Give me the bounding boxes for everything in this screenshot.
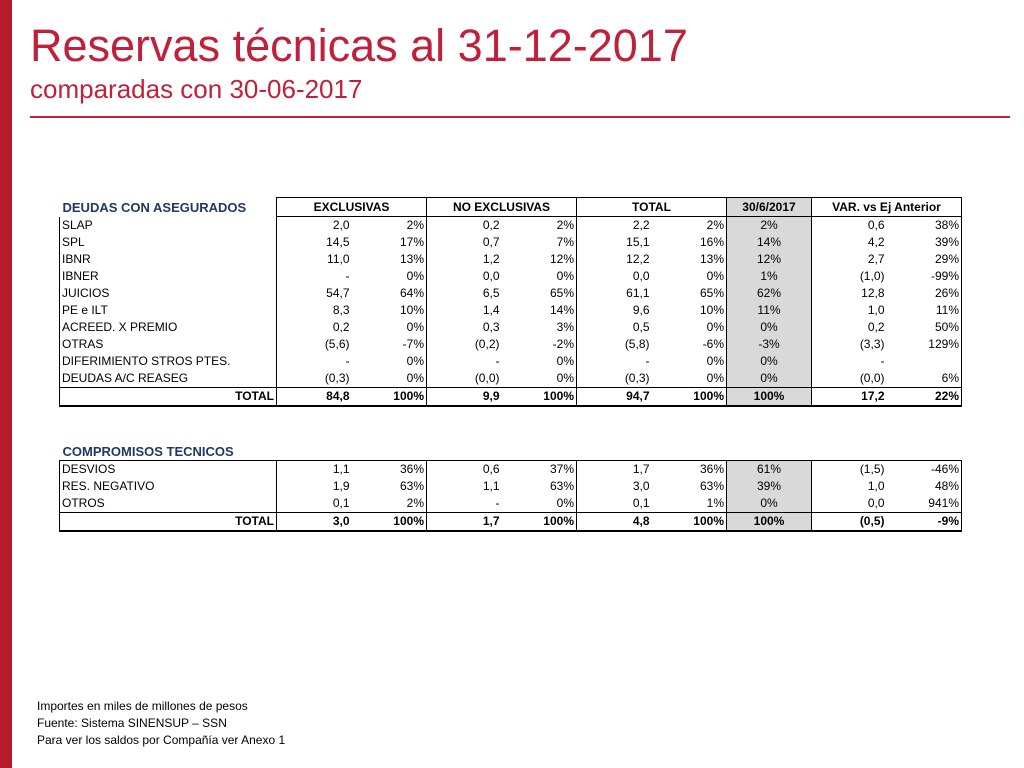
variation-pct: 48% xyxy=(887,478,962,495)
prior-period-pct: 100% xyxy=(727,513,812,532)
title-divider xyxy=(30,116,1010,118)
header-exclusivas: EXCLUSIVAS xyxy=(277,198,427,217)
no-exclusivas-value: 0,7 xyxy=(482,235,500,249)
footnote: Para ver los saldos por Compañía ver Anexo 1 xyxy=(37,733,286,747)
prior-period-pct: 0% xyxy=(727,370,812,388)
no-exclusivas-value: 0,3 xyxy=(482,320,500,334)
variation-pct: -9% xyxy=(887,513,962,532)
table-row xyxy=(60,302,962,319)
page-title: Reservas técnicas al 31-12-2017 xyxy=(30,20,688,71)
total-label: TOTAL xyxy=(60,513,277,532)
section-title: COMPROMISOS TECNICOS xyxy=(60,442,277,461)
row-label: DESVIOS xyxy=(60,461,277,479)
row-label: RES. NEGATIVO xyxy=(60,478,277,495)
variation-value: - xyxy=(880,354,885,368)
variation-value: 1,0 xyxy=(867,479,885,493)
footnote: Importes en miles de millones de pesos xyxy=(37,699,248,713)
prior-period-pct: 0% xyxy=(727,495,812,513)
variation-value: (1,5) xyxy=(812,461,887,479)
no-exclusivas-value: - xyxy=(495,496,500,510)
table-row xyxy=(60,461,962,479)
no-exclusivas-pct: 65% xyxy=(502,285,577,302)
no-exclusivas-pct: 7% xyxy=(502,234,577,251)
variation-value: 2,7 xyxy=(867,252,885,266)
variation-pct: 29% xyxy=(887,251,962,268)
exclusivas-value: 1,9 xyxy=(332,479,350,493)
total-pct: 100% xyxy=(652,513,727,532)
variation-pct: 22% xyxy=(887,388,962,407)
exclusivas-pct: 63% xyxy=(352,478,427,495)
table-row xyxy=(60,268,962,285)
row-label: OTROS xyxy=(60,495,277,513)
no-exclusivas-pct: 100% xyxy=(502,388,577,407)
exclusivas-pct: 0% xyxy=(352,319,427,336)
no-exclusivas-value: 0,2 xyxy=(482,218,500,232)
compromisos-table xyxy=(59,442,962,532)
compromisos-body xyxy=(60,461,962,532)
no-exclusivas-pct: 0% xyxy=(502,370,577,388)
deudas-body xyxy=(60,217,962,407)
total-value: 4,8 xyxy=(577,513,652,532)
row-label: SPL xyxy=(60,234,277,251)
exclusivas-pct: 0% xyxy=(352,268,427,285)
total-pct: 0% xyxy=(652,370,727,388)
no-exclusivas-value: 1,4 xyxy=(482,303,500,317)
prior-period-pct: 2% xyxy=(727,217,812,235)
no-exclusivas-value: 1,2 xyxy=(482,252,500,266)
exclusivas-pct: 17% xyxy=(352,234,427,251)
variation-pct: 6% xyxy=(887,370,962,388)
variation-pct: 941% xyxy=(887,495,962,513)
no-exclusivas-pct: 14% xyxy=(502,302,577,319)
total-value: 0,5 xyxy=(632,320,650,334)
row-label: PE e ILT xyxy=(60,302,277,319)
exclusivas-value: 1,1 xyxy=(277,461,352,479)
exclusivas-value: 0,2 xyxy=(332,320,350,334)
no-exclusivas-value: - xyxy=(495,354,500,368)
total-value: 2,2 xyxy=(632,218,650,232)
exclusivas-pct: 13% xyxy=(352,251,427,268)
table-row xyxy=(60,285,962,302)
exclusivas-pct: 100% xyxy=(352,388,427,407)
variation-value: (1,0) xyxy=(859,269,885,283)
no-exclusivas-value: (0,0) xyxy=(474,371,500,385)
total-row xyxy=(60,388,962,407)
no-exclusivas-pct: 63% xyxy=(502,478,577,495)
header-total: TOTAL xyxy=(577,198,727,217)
row-label: JUICIOS xyxy=(60,285,277,302)
exclusivas-value: 0,1 xyxy=(332,496,350,510)
header-no-exclusivas: NO EXCLUSIVAS xyxy=(427,198,577,217)
variation-pct: -46% xyxy=(887,461,962,479)
table-row xyxy=(60,251,962,268)
total-value: 0,0 xyxy=(632,269,650,283)
total-pct: 1% xyxy=(652,495,727,513)
total-pct: 2% xyxy=(652,217,727,235)
total-pct: 100% xyxy=(652,388,727,407)
exclusivas-pct: 36% xyxy=(352,461,427,479)
deudas-table xyxy=(59,197,962,407)
footnotes xyxy=(37,698,285,749)
header-spacer xyxy=(277,442,962,461)
exclusivas-value: 84,8 xyxy=(277,388,352,407)
no-exclusivas-pct: 3% xyxy=(502,319,577,336)
variation-pct xyxy=(887,353,962,370)
exclusivas-value: 2,0 xyxy=(332,218,350,232)
row-label: DIFERIMIENTO STROS PTES. xyxy=(60,353,277,370)
table-row xyxy=(60,319,962,336)
prior-period-pct: 61% xyxy=(727,461,812,479)
exclusivas-pct: 100% xyxy=(352,513,427,532)
variation-value: 0,6 xyxy=(867,218,885,232)
variation-value: 0,0 xyxy=(867,496,885,510)
table-row xyxy=(60,495,962,513)
table-row xyxy=(60,353,962,370)
no-exclusivas-value: 6,5 xyxy=(482,286,500,300)
total-value: 94,7 xyxy=(577,388,652,407)
prior-period-pct: 1% xyxy=(727,268,812,285)
total-pct: 63% xyxy=(652,478,727,495)
total-pct: 36% xyxy=(652,461,727,479)
exclusivas-value: 3,0 xyxy=(277,513,352,532)
table-row xyxy=(60,234,962,251)
total-value: 3,0 xyxy=(632,479,650,493)
exclusivas-value: 8,3 xyxy=(332,303,350,317)
exclusivas-value: - xyxy=(345,354,350,368)
no-exclusivas-value: 0,0 xyxy=(482,269,500,283)
total-value: 12,2 xyxy=(626,252,650,266)
no-exclusivas-value: (0,2) xyxy=(474,337,500,351)
exclusivas-value: (0,3) xyxy=(324,371,350,385)
table-row xyxy=(60,370,962,388)
total-pct: 13% xyxy=(652,251,727,268)
prior-period-pct: 0% xyxy=(727,319,812,336)
total-pct: 65% xyxy=(652,285,727,302)
variation-pct: 129% xyxy=(887,336,962,353)
total-value: 9,6 xyxy=(632,303,650,317)
exclusivas-pct: 64% xyxy=(352,285,427,302)
variation-value: 12,8 xyxy=(861,286,885,300)
prior-period-pct: 0% xyxy=(727,353,812,370)
footnote: Fuente: Sistema SINENSUP – SSN xyxy=(37,716,227,730)
exclusivas-value: (5,6) xyxy=(324,337,350,351)
total-value: 15,1 xyxy=(626,235,650,249)
exclusivas-value: 14,5 xyxy=(326,235,350,249)
exclusivas-pct: -7% xyxy=(352,336,427,353)
prior-period-pct: 62% xyxy=(727,285,812,302)
total-value: 0,1 xyxy=(632,496,650,510)
total-pct: 10% xyxy=(652,302,727,319)
no-exclusivas-pct: 100% xyxy=(502,513,577,532)
no-exclusivas-pct: -2% xyxy=(502,336,577,353)
total-pct: 0% xyxy=(652,268,727,285)
total-label: TOTAL xyxy=(60,388,277,407)
prior-period-pct: 11% xyxy=(727,302,812,319)
prior-period-pct: -3% xyxy=(727,336,812,353)
header-variation: VAR. vs Ej Anterior xyxy=(812,198,962,217)
variation-value: (0,0) xyxy=(859,371,885,385)
table-row xyxy=(60,478,962,495)
variation-value: (0,5) xyxy=(812,513,887,532)
row-label: ACREED. X PREMIO xyxy=(60,319,277,336)
prior-period-pct: 39% xyxy=(727,478,812,495)
variation-value: 17,2 xyxy=(812,388,887,407)
total-pct: 16% xyxy=(652,234,727,251)
header-prior-period: 30/6/2017 xyxy=(727,198,812,217)
no-exclusivas-pct: 0% xyxy=(502,353,577,370)
total-row xyxy=(60,513,962,532)
row-label: DEUDAS A/C REASEG xyxy=(60,370,277,388)
exclusivas-value: - xyxy=(345,269,350,283)
variation-pct: -99% xyxy=(887,268,962,285)
total-value: (5,8) xyxy=(624,337,650,351)
variation-pct: 38% xyxy=(887,217,962,235)
total-pct: 0% xyxy=(652,319,727,336)
variation-pct: 26% xyxy=(887,285,962,302)
no-exclusivas-value: 0,6 xyxy=(427,461,502,479)
variation-value: (3,3) xyxy=(859,337,885,351)
table-row xyxy=(60,336,962,353)
variation-value: 0,2 xyxy=(867,320,885,334)
left-accent-bar xyxy=(0,0,12,768)
row-label: IBNR xyxy=(60,251,277,268)
table-row xyxy=(60,217,962,235)
exclusivas-pct: 2% xyxy=(352,495,427,513)
no-exclusivas-pct: 2% xyxy=(502,217,577,235)
no-exclusivas-pct: 12% xyxy=(502,251,577,268)
variation-pct: 11% xyxy=(887,302,962,319)
total-value: 61,1 xyxy=(626,286,650,300)
no-exclusivas-value: 1,7 xyxy=(427,513,502,532)
prior-period-pct: 12% xyxy=(727,251,812,268)
exclusivas-pct: 2% xyxy=(352,217,427,235)
total-value: 1,7 xyxy=(577,461,652,479)
no-exclusivas-pct: 0% xyxy=(502,495,577,513)
exclusivas-pct: 10% xyxy=(352,302,427,319)
row-label: SLAP xyxy=(60,217,277,235)
row-label: OTRAS xyxy=(60,336,277,353)
row-label: IBNER xyxy=(60,268,277,285)
page-subtitle: comparadas con 30-06-2017 xyxy=(30,74,363,104)
exclusivas-value: 54,7 xyxy=(326,286,350,300)
exclusivas-value: 11,0 xyxy=(327,252,350,266)
section-title: DEUDAS CON ASEGURADOS xyxy=(62,199,247,215)
exclusivas-pct: 0% xyxy=(352,370,427,388)
variation-value: 4,2 xyxy=(867,235,885,249)
prior-period-pct: 14% xyxy=(727,234,812,251)
variation-value: 1,0 xyxy=(867,303,885,317)
no-exclusivas-pct: 37% xyxy=(502,461,577,479)
total-value: - xyxy=(645,354,650,368)
total-pct: 0% xyxy=(652,353,727,370)
prior-period-pct: 100% xyxy=(727,388,812,407)
no-exclusivas-pct: 0% xyxy=(502,268,577,285)
variation-pct: 39% xyxy=(887,234,962,251)
no-exclusivas-value: 9,9 xyxy=(427,388,502,407)
exclusivas-pct: 0% xyxy=(352,353,427,370)
variation-pct: 50% xyxy=(887,319,962,336)
no-exclusivas-value: 1,1 xyxy=(482,479,500,493)
total-pct: -6% xyxy=(652,336,727,353)
total-value: (0,3) xyxy=(624,371,650,385)
